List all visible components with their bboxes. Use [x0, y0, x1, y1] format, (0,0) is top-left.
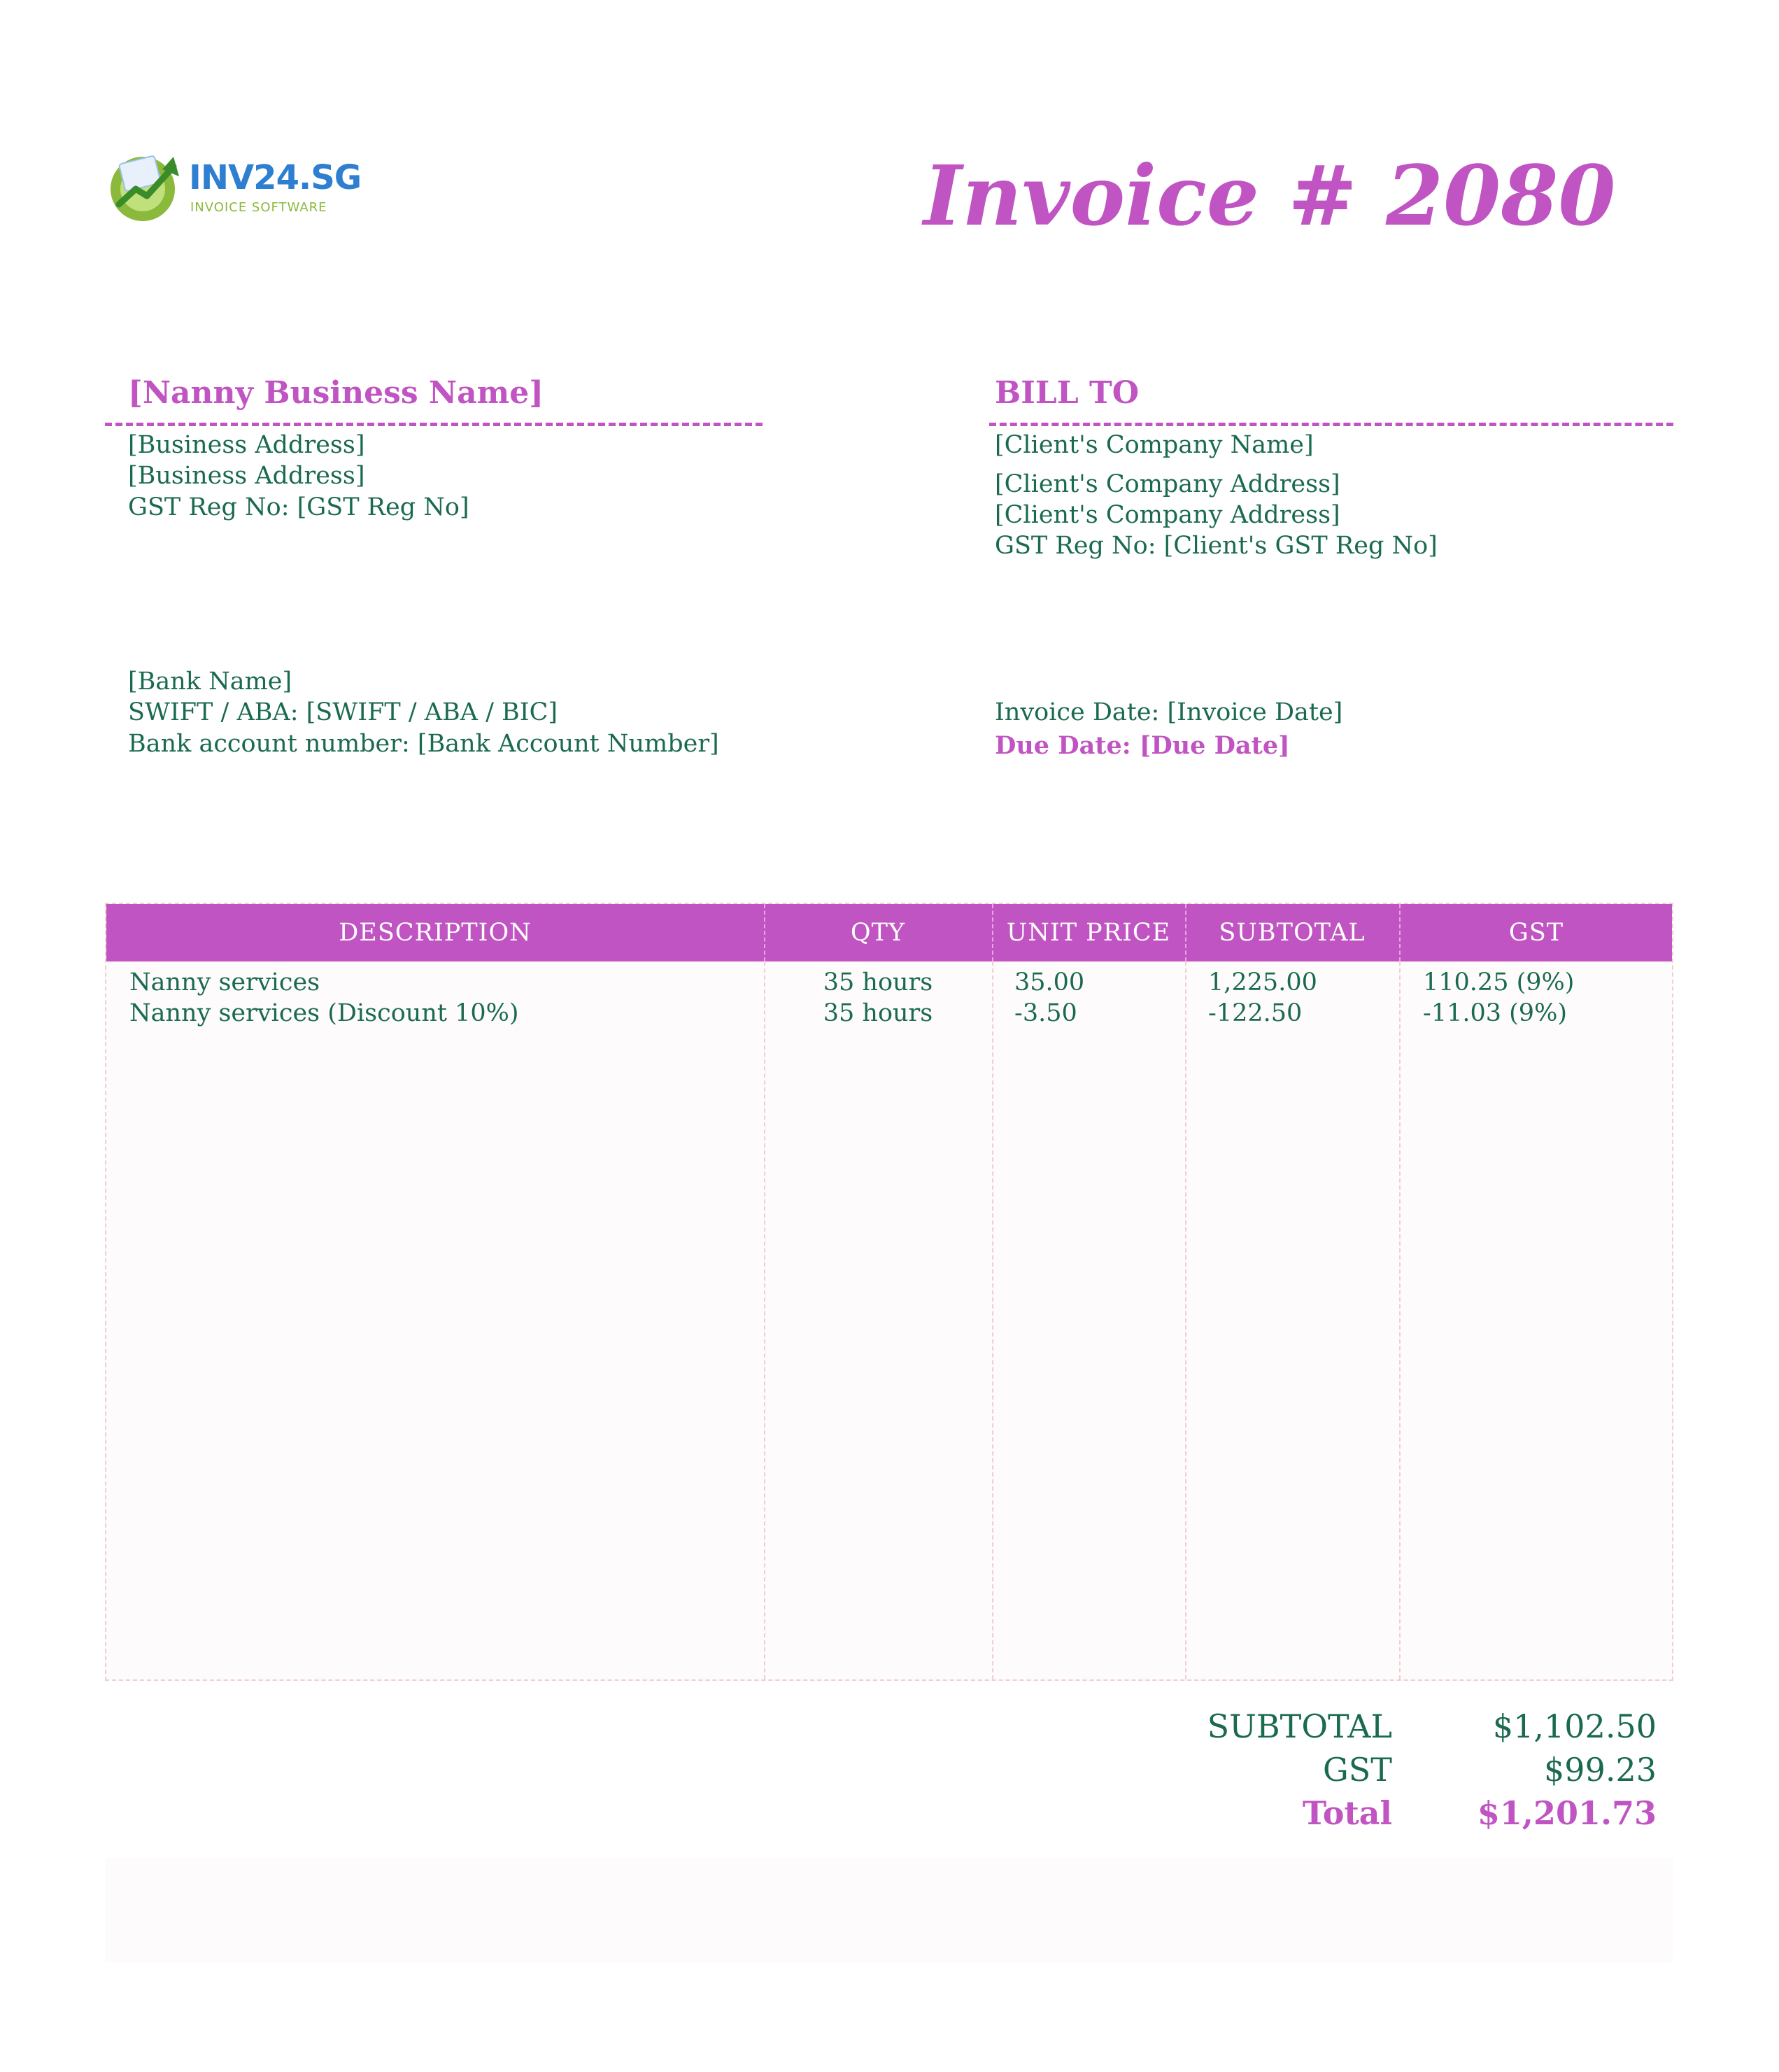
- client-gst-reg: GST Reg No: [Client's GST Reg No]: [995, 532, 1438, 560]
- line-items-table: [105, 903, 1673, 1681]
- column-divider: [992, 961, 993, 1679]
- cell-subtotal: -122.50: [1208, 999, 1303, 1027]
- cell-unit-price: -3.50: [1014, 999, 1077, 1027]
- header-gst: GST: [1508, 919, 1564, 947]
- header-subtotal: SUBTOTAL: [1219, 919, 1366, 947]
- header-description: DESCRIPTION: [339, 919, 532, 947]
- business-name: [Nanny Business Name]: [128, 375, 544, 411]
- column-divider: [1185, 961, 1186, 1679]
- total-value: $1,201.73: [1477, 1794, 1657, 1832]
- logo-name: INV24.SG: [189, 158, 362, 197]
- cell-gst: -11.03 (9%): [1423, 999, 1567, 1027]
- due-date: Due Date: [Due Date]: [995, 731, 1290, 760]
- business-gst-reg: GST Reg No: [GST Reg No]: [128, 493, 469, 521]
- subtotal-label: SUBTOTAL: [1207, 1707, 1392, 1745]
- cell-unit-price: 35.00: [1014, 968, 1085, 996]
- header-divider: [992, 904, 993, 961]
- client-address-2: [Client's Company Address]: [995, 501, 1340, 529]
- cell-description: Nanny services: [129, 968, 320, 996]
- cell-qty: 35 hours: [823, 968, 933, 996]
- header-divider: [764, 904, 765, 961]
- header-divider: [1399, 904, 1401, 961]
- business-divider: [105, 423, 763, 426]
- business-address-1: [Business Address]: [128, 431, 365, 459]
- client-address-1: [Client's Company Address]: [995, 470, 1340, 498]
- invoice-date: Invoice Date: [Invoice Date]: [995, 698, 1343, 726]
- header-qty: QTY: [850, 919, 906, 947]
- subtotal-value: $1,102.50: [1492, 1707, 1657, 1745]
- bank-name: [Bank Name]: [128, 668, 292, 696]
- bill-to-divider: [989, 423, 1673, 426]
- cell-qty: 35 hours: [823, 999, 933, 1027]
- logo-icon: [106, 148, 183, 225]
- gst-label: GST: [1323, 1751, 1392, 1789]
- footer-band: [105, 1858, 1673, 1963]
- logo-tagline: INVOICE SOFTWARE: [190, 200, 327, 215]
- client-company-name: [Client's Company Name]: [995, 431, 1314, 459]
- header-divider: [1185, 904, 1186, 961]
- cell-description: Nanny services (Discount 10%): [129, 999, 519, 1027]
- total-label: Total: [1302, 1794, 1392, 1832]
- column-divider: [764, 961, 765, 1679]
- column-divider: [1399, 961, 1401, 1679]
- cell-gst: 110.25 (9%): [1423, 968, 1575, 996]
- table-header: [106, 904, 1672, 961]
- header-unit-price: UNIT PRICE: [1006, 919, 1171, 947]
- company-logo: [106, 148, 362, 225]
- bill-to-heading: BILL TO: [995, 375, 1140, 411]
- bank-swift: SWIFT / ABA: [SWIFT / ABA / BIC]: [128, 698, 558, 726]
- business-address-2: [Business Address]: [128, 462, 365, 490]
- gst-value: $99.23: [1544, 1751, 1657, 1789]
- bank-account-number: Bank account number: [Bank Account Number]: [128, 730, 719, 758]
- invoice-title: Invoice # 2080: [923, 147, 1616, 244]
- cell-subtotal: 1,225.00: [1208, 968, 1317, 996]
